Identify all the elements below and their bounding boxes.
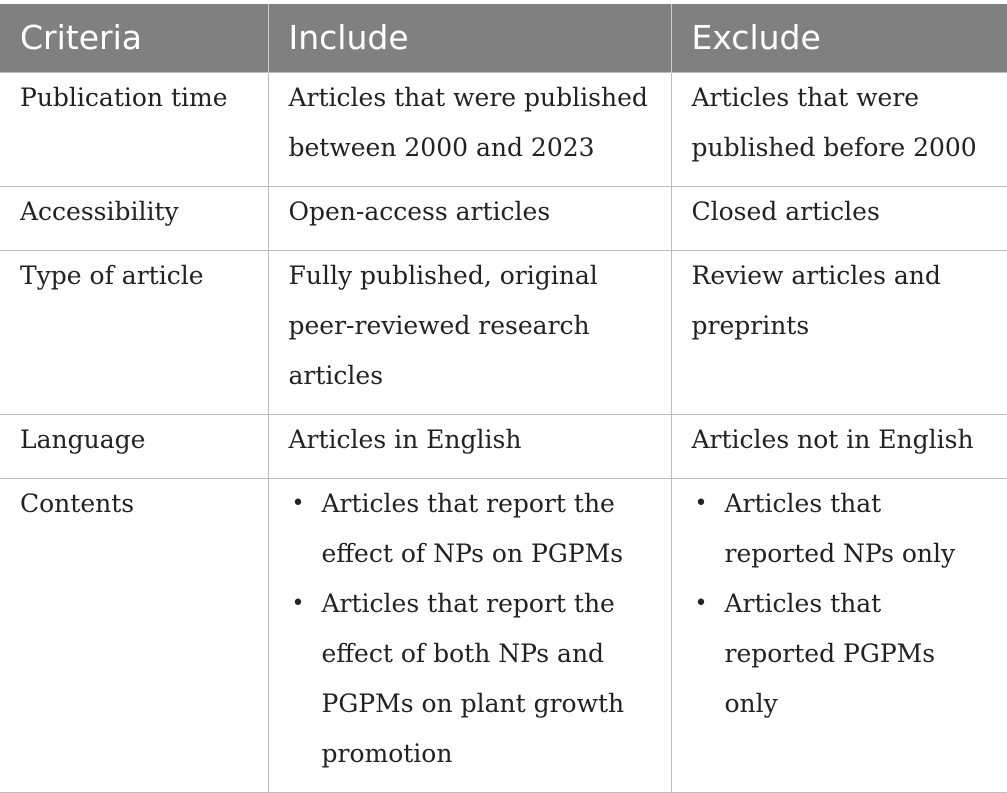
list-item — [289, 479, 651, 579]
list-item — [692, 479, 988, 579]
table-row — [0, 73, 1007, 187]
criteria-cell — [0, 187, 268, 251]
list-item — [289, 579, 651, 779]
criteria-text: Publication time — [20, 83, 228, 112]
criteria-text: Accessibility — [20, 197, 179, 226]
exclude-cell — [671, 187, 1007, 251]
exclude-cell — [671, 251, 1007, 415]
exclude-bullet-list — [692, 479, 988, 729]
criteria-text: Contents — [20, 489, 135, 518]
exclude-cell — [671, 415, 1007, 479]
include-cell — [268, 479, 671, 793]
criteria-text: Language — [20, 425, 146, 454]
include-cell — [268, 73, 671, 187]
criteria-text: Type of article — [20, 261, 204, 290]
table-header — [0, 4, 1007, 73]
bullet-icon: • — [291, 491, 305, 516]
include-text: Articles in English — [288, 425, 522, 454]
list-item-text: Articles that reported PGPMs only — [724, 589, 936, 718]
include-cell — [268, 187, 671, 251]
criteria-cell — [0, 73, 268, 187]
table-row — [0, 187, 1007, 251]
header-exclude: Exclude — [671, 4, 1007, 73]
exclude-cell — [671, 73, 1007, 187]
bullet-icon: • — [694, 491, 708, 516]
list-item — [692, 579, 988, 729]
header-criteria: Criteria — [0, 4, 268, 73]
exclude-text: Closed articles — [691, 197, 880, 226]
exclude-text: Articles not in English — [691, 425, 974, 454]
criteria-table — [0, 4, 1007, 793]
include-cell — [268, 415, 671, 479]
criteria-cell — [0, 479, 268, 793]
exclude-cell — [671, 479, 1007, 793]
criteria-cell — [0, 415, 268, 479]
list-item-text: Articles that report the effect of NPs on PGPMs — [321, 489, 624, 568]
table-row — [0, 479, 1007, 793]
header-include: Include — [268, 4, 671, 73]
table-row — [0, 415, 1007, 479]
list-item-text: Articles that reported NPs only — [724, 489, 956, 568]
include-text: Open-access articles — [288, 197, 551, 226]
exclude-text: Articles that were published before 2000 — [691, 83, 977, 162]
table-body — [0, 73, 1007, 793]
include-cell — [268, 251, 671, 415]
include-text: Articles that were published between 2000 and 2023 — [288, 83, 648, 162]
header-row — [0, 4, 1007, 73]
include-text: Fully published, original peer-reviewed research articles — [288, 261, 598, 390]
table-row — [0, 251, 1007, 415]
criteria-cell — [0, 251, 268, 415]
exclude-text: Review articles and preprints — [691, 261, 941, 340]
bullet-icon: • — [291, 591, 305, 616]
include-bullet-list — [289, 479, 651, 779]
list-item-text: Articles that report the effect of both NPs and PGPMs on plant growth promotion — [321, 589, 625, 768]
bullet-icon: • — [694, 591, 708, 616]
